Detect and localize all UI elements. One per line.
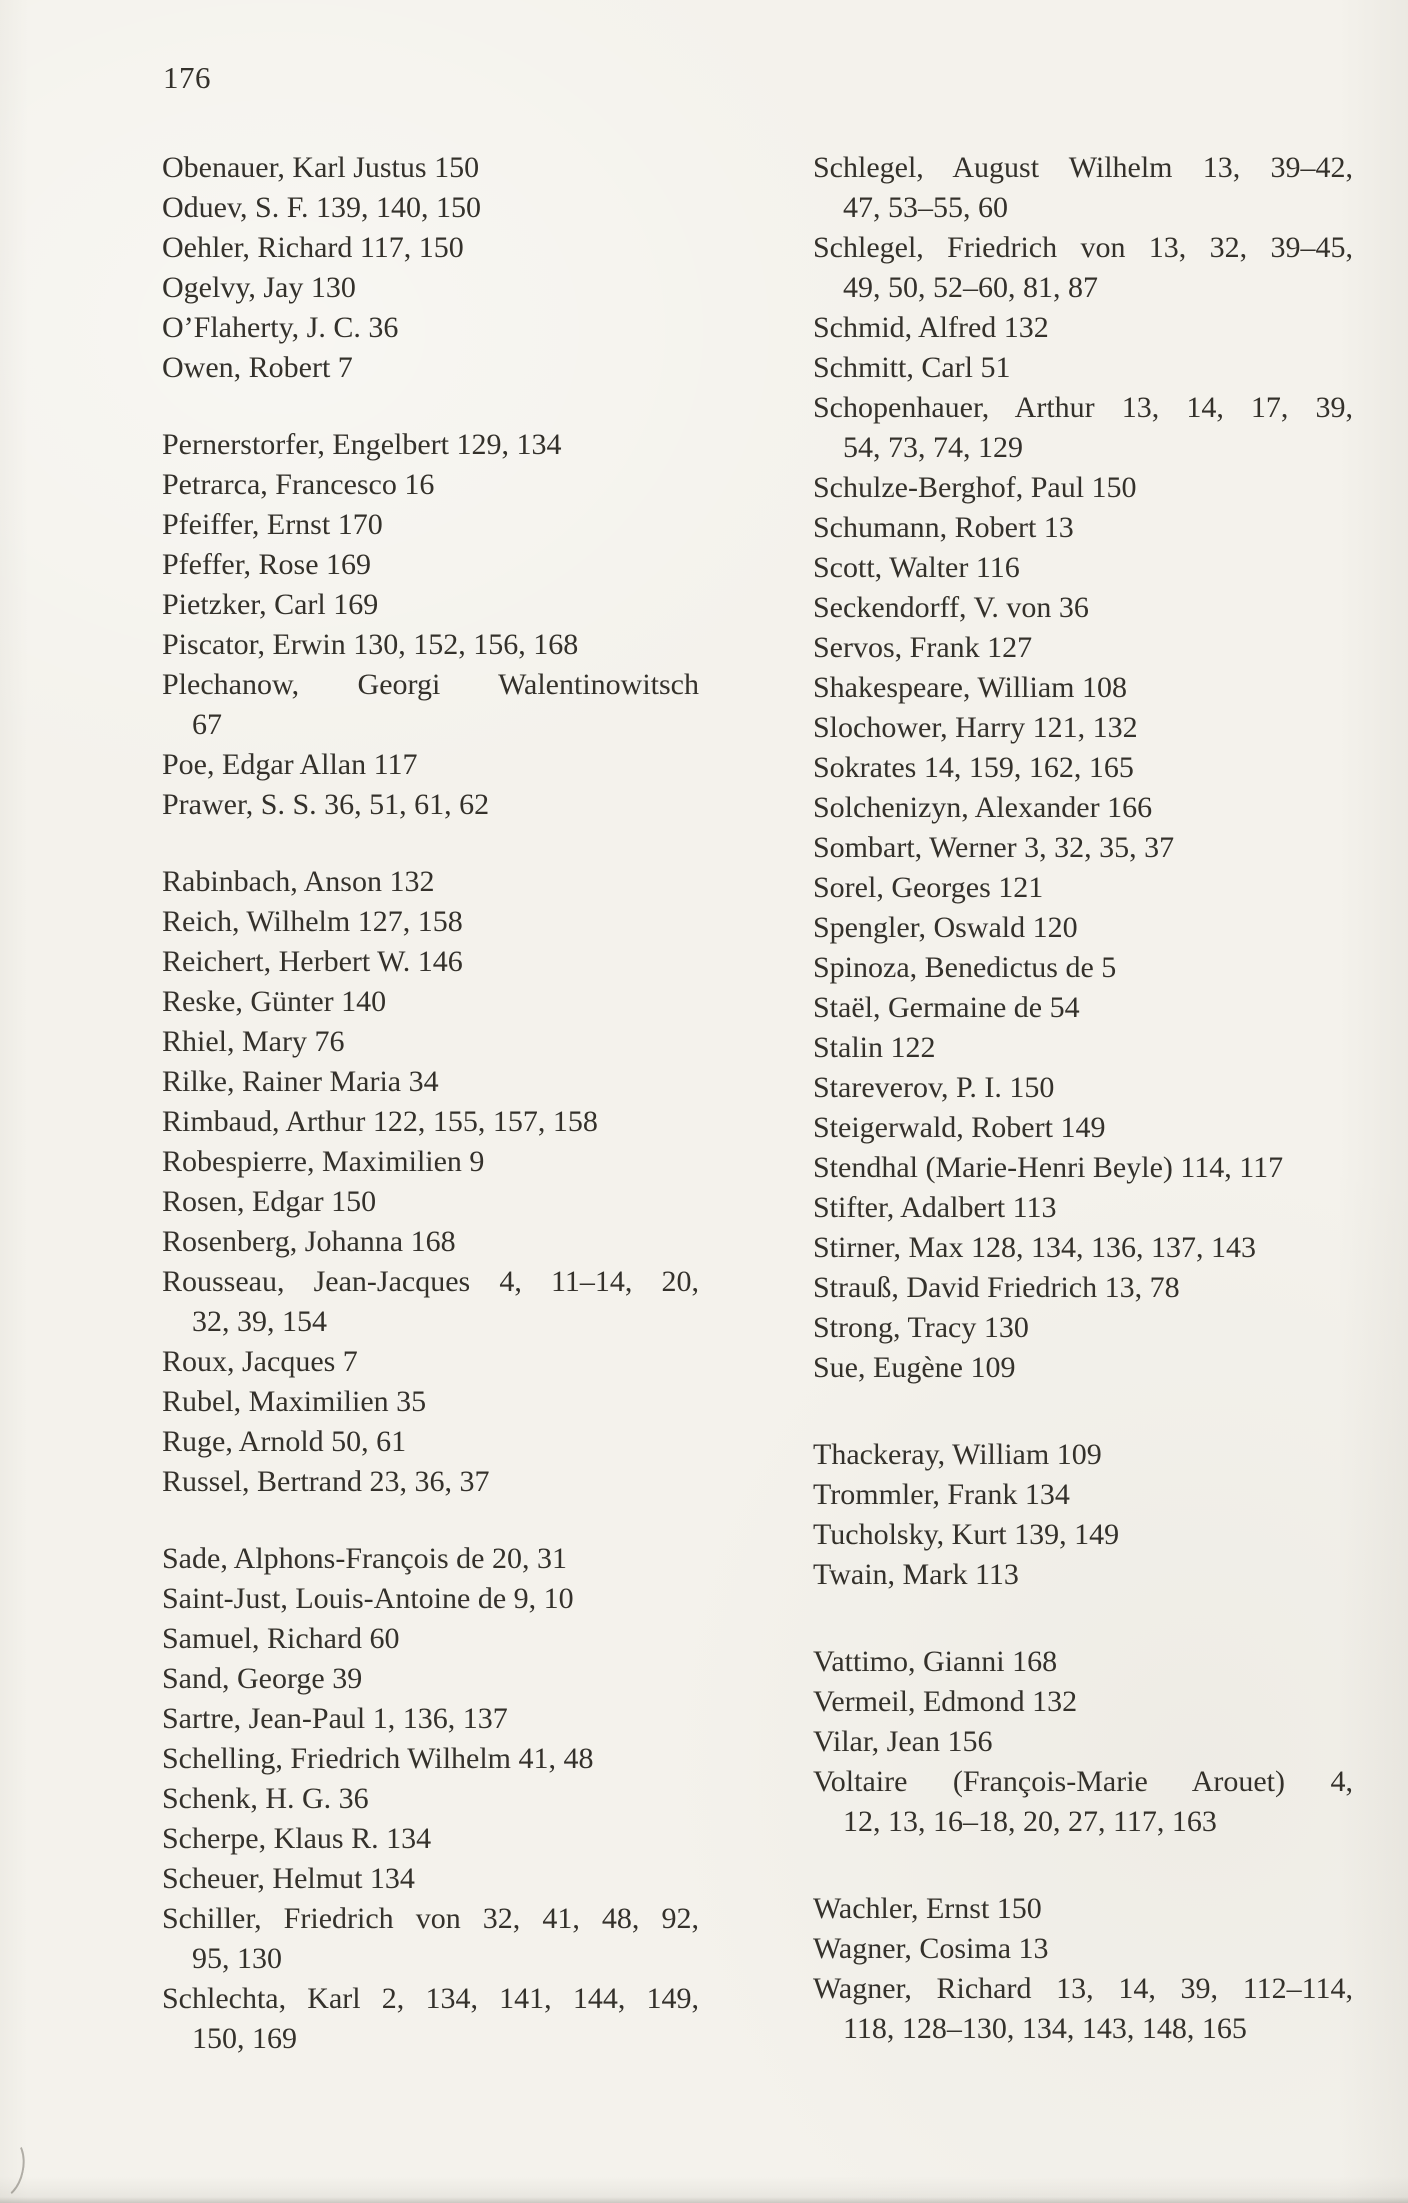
index-entry-line: Twain, Mark 113 [813,1558,1019,1591]
index-entry [813,1268,1353,1308]
index-entry-line: 67 [192,708,222,741]
index-entry-line: Robespierre, Maximilien 9 [162,1145,485,1178]
index-entry [162,1062,699,1102]
index-entry-line: Saint-Just, Louis-Antoine de 9, 10 [162,1582,574,1615]
index-entry [813,1028,1353,1068]
index-entry [162,625,699,665]
index-entry-line: Schelling, Friedrich Wilhelm 41, 48 [162,1742,594,1775]
index-entry [162,1859,699,1899]
index-entry [162,1262,699,1342]
index-entry [162,942,699,982]
index-entry-line: Wagner, Richard 13, 14, 39, 112–114, [813,1972,1353,2005]
index-entry-line: Oehler, Richard 117, 150 [162,231,464,264]
index-entry-line: Schenk, H. G. 36 [162,1782,369,1815]
index-entry [162,1579,699,1619]
index-group-s [162,1539,699,2059]
index-entry [813,1475,1353,1515]
index-entry [813,508,1353,548]
index-entry [813,1148,1353,1188]
index-entry-line: Vattimo, Gianni 168 [813,1645,1058,1678]
index-entry-line: Sartre, Jean-Paul 1, 136, 137 [162,1702,508,1735]
index-entry-line: Spinoza, Benedictus de 5 [813,951,1117,984]
index-entry [162,268,699,308]
index-entry [162,902,699,942]
index-entry-line: Servos, Frank 127 [813,631,1033,664]
index-entry [813,948,1353,988]
index-entry [162,545,699,585]
index-entry-line: Scheuer, Helmut 134 [162,1862,415,1895]
index-entry [813,1348,1353,1388]
index-entry [162,425,699,465]
index-entry [813,228,1353,308]
index-entry [813,1642,1353,1682]
index-entry [162,348,699,388]
index-entry [162,1819,699,1859]
index-column-right [813,148,1353,2049]
index-entry [813,668,1353,708]
index-entry-line: Spengler, Oswald 120 [813,911,1078,944]
index-entry-line: Schlegel, August Wilhelm 13, 39–42, [813,151,1353,184]
index-entry-line: Voltaire (François-Marie Arouet) 4, [813,1765,1353,1798]
index-entry [813,788,1353,828]
index-group-p [162,425,699,825]
index-entry [162,1182,699,1222]
index-entry [162,585,699,625]
index-entry [162,1699,699,1739]
index-entry-line: Schumann, Robert 13 [813,511,1074,544]
index-entry [813,1762,1353,1842]
index-entry [813,388,1353,468]
index-entry-line: Sombart, Werner 3, 32, 35, 37 [813,831,1175,864]
index-entry [162,148,699,188]
index-entry [813,988,1353,1028]
index-entry-line: Stirner, Max 128, 134, 136, 137, 143 [813,1231,1256,1264]
index-entry-line: Stareverov, P. I. 150 [813,1071,1055,1104]
index-entry [162,1142,699,1182]
index-entry-line: Rosen, Edgar 150 [162,1185,377,1218]
index-entry-line: Thackeray, William 109 [813,1438,1102,1471]
index-entry-line: Tucholsky, Kurt 139, 149 [813,1518,1120,1551]
corner-pencil-mark [0,2134,30,2203]
index-entry-line: Pfeffer, Rose 169 [162,548,372,581]
index-entry-line: Russel, Bertrand 23, 36, 37 [162,1465,490,1498]
index-group-s [813,148,1353,1388]
index-entry [813,1308,1353,1348]
index-entry [162,1422,699,1462]
index-entry-line: Sand, George 39 [162,1662,363,1695]
index-entry-line: Sorel, Georges 121 [813,871,1044,904]
index-entry-line: Staël, Germaine de 54 [813,991,1080,1024]
index-entry-line: Stalin 122 [813,1031,936,1064]
index-entry [813,708,1353,748]
index-entry [162,188,699,228]
index-entry-line: 32, 39, 154 [192,1305,327,1338]
index-entry [162,982,699,1022]
index-entry [162,665,699,745]
index-entry-line: 47, 53–55, 60 [843,191,1008,224]
index-entry-line: Schlegel, Friedrich von 13, 32, 39–45, [813,231,1353,264]
index-entry [813,1068,1353,1108]
index-entry [162,745,699,785]
index-entry [813,1682,1353,1722]
index-entry [813,1435,1353,1475]
index-entry-line: Pfeiffer, Ernst 170 [162,508,383,541]
index-entry-line: Seckendorff, V. von 36 [813,591,1089,624]
index-entry-line: Stendhal (Marie-Henri Beyle) 114, 117 [813,1151,1284,1184]
index-entry [162,1979,699,2059]
index-entry-line: Wagner, Cosima 13 [813,1932,1049,1965]
index-entry [813,748,1353,788]
index-entry-line: Schlechta, Karl 2, 134, 141, 144, 149, [162,1982,699,2015]
index-entry [162,465,699,505]
index-entry-line: Wachler, Ernst 150 [813,1892,1042,1925]
index-entry-line: Trommler, Frank 134 [813,1478,1070,1511]
index-entry [162,1539,699,1579]
index-group-t [813,1435,1353,1595]
index-entry [162,862,699,902]
index-entry-line: Rimbaud, Arthur 122, 155, 157, 158 [162,1105,598,1138]
index-entry-line: Roux, Jacques 7 [162,1345,358,1378]
index-entry-line: 150, 169 [192,2022,297,2055]
index-entry-line: Prawer, S. S. 36, 51, 61, 62 [162,788,490,821]
index-entry-line: Schulze-Berghof, Paul 150 [813,471,1137,504]
index-entry [813,468,1353,508]
index-entry-line: Poe, Edgar Allan 117 [162,748,418,781]
index-entry-line: Ruge, Arnold 50, 61 [162,1425,407,1458]
index-entry-line: Solchenizyn, Alexander 166 [813,791,1153,824]
index-entry [162,1022,699,1062]
index-entry [162,505,699,545]
index-entry-line: Schopenhauer, Arthur 13, 14, 17, 39, [813,391,1353,424]
index-entry-line: Slochower, Harry 121, 132 [813,711,1138,744]
index-entry [813,1108,1353,1148]
index-entry [813,1555,1353,1595]
index-entry [813,548,1353,588]
index-entry-line: Schmitt, Carl 51 [813,351,1011,384]
index-entry-line: Reichert, Herbert W. 146 [162,945,463,978]
index-entry-line: O’Flaherty, J. C. 36 [162,311,399,344]
index-entry-line: 49, 50, 52–60, 81, 87 [843,271,1098,304]
index-entry [813,1722,1353,1762]
index-entry-line: 12, 13, 16–18, 20, 27, 117, 163 [843,1805,1217,1838]
index-entry [813,1228,1353,1268]
index-entry-line: Steigerwald, Robert 149 [813,1111,1106,1144]
index-entry [813,1188,1353,1228]
index-entry-line: Sue, Eugène 109 [813,1351,1016,1384]
index-entry-line: Obenauer, Karl Justus 150 [162,151,480,184]
index-entry [813,308,1353,348]
index-entry-line: Schiller, Friedrich von 32, 41, 48, 92, [162,1902,699,1935]
index-entry-line: Piscator, Erwin 130, 152, 156, 168 [162,628,579,661]
index-entry-line: Rhiel, Mary 76 [162,1025,345,1058]
index-entry-line: Vermeil, Edmond 132 [813,1685,1078,1718]
index-group-v [813,1642,1353,1842]
index-entry [162,1342,699,1382]
index-entry [813,1515,1353,1555]
index-entry [162,1619,699,1659]
index-column-left [162,148,699,2059]
index-entry-line: Rabinbach, Anson 132 [162,865,435,898]
page-bottom-edge-shadow [0,2197,1408,2203]
index-entry-line: Petrarca, Francesco 16 [162,468,435,501]
index-entry [162,1739,699,1779]
index-group-w [813,1889,1353,2049]
index-entry-line: Oduev, S. F. 139, 140, 150 [162,191,481,224]
index-entry-line: Strauß, David Friedrich 13, 78 [813,1271,1180,1304]
index-entry-line: Pernerstorfer, Engelbert 129, 134 [162,428,562,461]
index-entry-line: Owen, Robert 7 [162,351,353,384]
index-entry [162,308,699,348]
index-entry [162,1222,699,1262]
index-entry-line: Shakespeare, William 108 [813,671,1127,704]
index-entry [813,1889,1353,1929]
index-entry [162,785,699,825]
index-entry-line: 54, 73, 74, 129 [843,431,1023,464]
index-entry-line: Pietzker, Carl 169 [162,588,379,621]
index-entry-line: Strong, Tracy 130 [813,1311,1029,1344]
index-entry-line: Reske, Günter 140 [162,985,387,1018]
index-group-r [162,862,699,1502]
index-entry [813,908,1353,948]
index-entry [813,588,1353,628]
index-entry-line: Schmid, Alfred 132 [813,311,1049,344]
index-entry [813,148,1353,228]
index-entry-line: 118, 128–130, 134, 143, 148, 165 [843,2012,1247,2045]
index-entry-line: Sokrates 14, 159, 162, 165 [813,751,1134,784]
index-entry [162,1462,699,1502]
index-entry-line: Rilke, Rainer Maria 34 [162,1065,439,1098]
index-entry [162,228,699,268]
index-group-o [162,148,699,388]
index-entry [162,1899,699,1979]
index-entry [162,1382,699,1422]
index-entry-line: Stifter, Adalbert 113 [813,1191,1057,1224]
index-entry-line: Rosenberg, Johanna 168 [162,1225,456,1258]
index-entry-line: Ogelvy, Jay 130 [162,271,356,304]
index-entry [813,1969,1353,2049]
index-entry-line: Rubel, Maximilien 35 [162,1385,427,1418]
index-entry-line: Rousseau, Jean-Jacques 4, 11–14, 20, [162,1265,699,1298]
index-entry [162,1779,699,1819]
index-entry [813,828,1353,868]
index-entry [813,1929,1353,1969]
index-entry-line: Scherpe, Klaus R. 134 [162,1822,432,1855]
index-entry-line: Scott, Walter 116 [813,551,1020,584]
index-entry-line: Plechanow, Georgi Walentinowitsch [162,668,699,701]
index-entry-line: 95, 130 [192,1942,282,1975]
index-entry-line: Vilar, Jean 156 [813,1725,993,1758]
index-entry-line: Reich, Wilhelm 127, 158 [162,905,463,938]
index-entry-line: Samuel, Richard 60 [162,1622,400,1655]
index-entry [813,868,1353,908]
index-entry [162,1659,699,1699]
index-entry-line: Sade, Alphons-François de 20, 31 [162,1542,567,1575]
index-entry [162,1102,699,1142]
index-entry [813,628,1353,668]
index-entry [813,348,1353,388]
page-number: 176 [163,60,211,95]
